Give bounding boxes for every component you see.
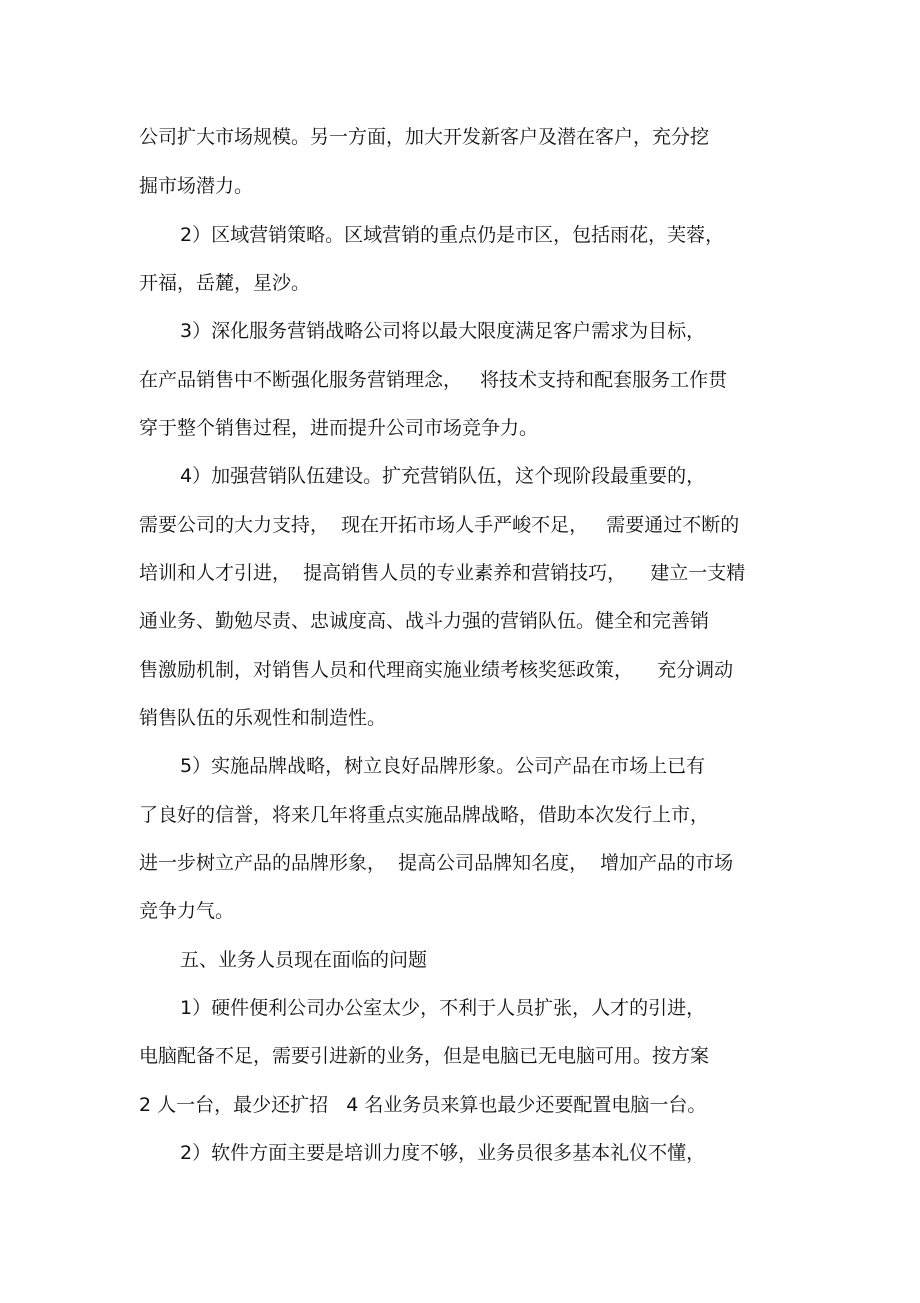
text-line: 在产品销售中不断强化服务营销理念， 将技术支持和配套服务工作贯: [139, 369, 728, 391]
text-line: 穿于整个销售过程，进而提升公司市场竞争力。: [139, 417, 539, 439]
text-line: 掘市场潜力。: [139, 175, 254, 197]
text-line: 2 人一台，最少还扩招 4 名业务员来算也最少还要配置电脑一台。: [139, 1094, 707, 1116]
text-line: 进一步树立产品的品牌形象， 提高公司品牌知名度， 增加产品的市场: [139, 852, 734, 874]
text-line: 竞争力气。: [139, 900, 235, 922]
text-line: 5）实施品牌战略，树立良好品牌形象。公司产品在市场上已有: [180, 755, 706, 777]
text-line: 2）区域营销策略。区域营销的重点仍是市区，包括雨花，芙蓉，: [180, 224, 725, 246]
text-line: 开福，岳麓，星沙。: [139, 272, 311, 294]
text-line: 4）加强营销队伍建设。扩充营销队伍，这个现阶段最重要的，: [180, 465, 706, 487]
text-line: 销售队伍的乐观性和制造性。: [139, 707, 387, 729]
section-heading: 五、业务人员现在面临的问题: [180, 949, 428, 971]
text-line: 了良好的信誉，将来几年将重点实施品牌战略，借助本次发行上市，: [139, 804, 710, 826]
text-line: 培训和人才引进， 提高销售人员的专业素养和营销技巧， 建立一支精: [139, 562, 746, 584]
text-line: 通业务、勤勉尽责、忠诚度高、战斗力强的营销队伍。健全和完善销: [139, 610, 710, 632]
text-line: 需要公司的大力支持， 现在开拓市场人手严峻不足， 需要通过不断的: [139, 514, 740, 536]
text-line: 售激励机制，对销售人员和代理商实施业绩考核奖惩政策， 充分调动: [139, 659, 734, 681]
text-line: 公司扩大市场规模。另一方面，加大开发新客户及潜在客户，充分挖: [139, 126, 710, 148]
text-line: 2）软件方面主要是培训力度不够，业务员很多基本礼仪不懂，: [180, 1142, 706, 1164]
text-line: 电脑配备不足，需要引进新的业务，但是电脑已无电脑可用。按方案: [139, 1045, 710, 1067]
text-line: 1）硬件便利公司办公室太少，不利于人员扩张，人才的引进，: [180, 997, 706, 1019]
text-line: 3）深化服务营销战略公司将以最大限度满足客户需求为目标，: [180, 320, 706, 342]
